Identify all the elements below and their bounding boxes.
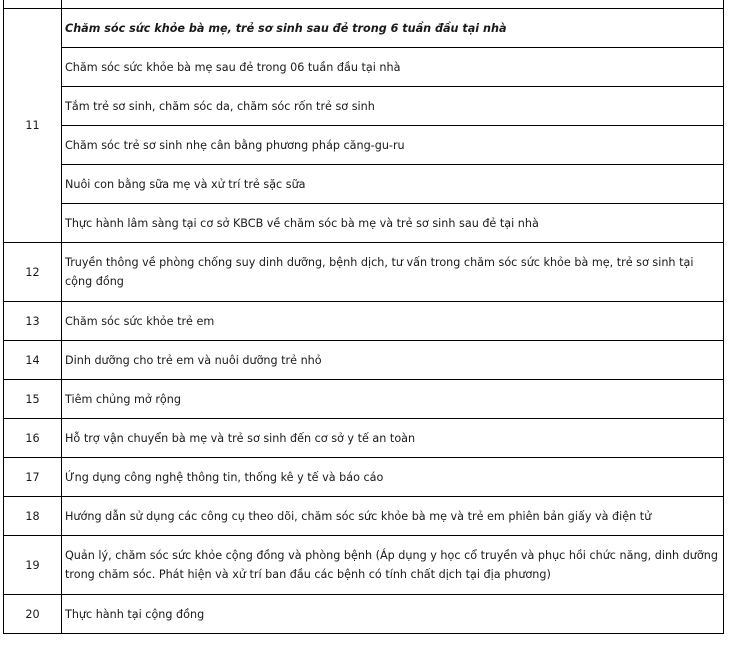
row-number: 20 [4,595,62,634]
row-number: 17 [4,458,62,497]
module-11-item: Nuôi con bằng sữa mẹ và xử trí trẻ sặc sữa [62,165,724,204]
table-row-11-item-3 [4,126,724,165]
row-number-11: 11 [4,9,62,243]
module-11-item: Chăm sóc sức khỏe bà mẹ sau đẻ trong 06 tuần đầu tại nhà [62,48,724,87]
row-number: 18 [4,497,62,536]
table-row-11-item-2 [4,87,724,126]
table-row-12 [4,243,724,302]
row-content: Quản lý, chăm sóc sức khỏe cộng đồng và phòng bệnh (Áp dụng y học cổ truyền và phục hồi chức năng, dinh dưỡng trong chăm sóc. Phát hiện và xử trí ban đầu các bệnh có tính chất dịch tại địa phương) [62,536,724,595]
row-content: Ứng dụng công nghệ thông tin, thống kê y tế và báo cáo [62,458,724,497]
row-number: 16 [4,419,62,458]
table-row-11-item-5 [4,204,724,243]
table-row-13 [4,302,724,341]
row-number: 19 [4,536,62,595]
table-row-14 [4,341,724,380]
row-content: Chăm sóc sức khỏe trẻ em [62,302,724,341]
row-content: Truyền thông về phòng chống suy dinh dưỡng, bệnh dịch, tư vấn trong chăm sóc sức khỏe bà mẹ, trẻ sơ sinh tại cộng đồng [62,243,724,302]
row-number: 12 [4,243,62,302]
content-cell-previous [62,0,724,9]
table-row-17 [4,458,724,497]
row-content: Dinh dưỡng cho trẻ em và nuôi dưỡng trẻ nhỏ [62,341,724,380]
table-row-16 [4,419,724,458]
module-11-item: Thực hành lâm sàng tại cơ sở KBCB về chăm sóc bà mẹ và trẻ sơ sinh sau đẻ tại nhà [62,204,724,243]
row-content: Thực hành tại cộng đồng [62,595,724,634]
row-content: Hướng dẫn sử dụng các công cụ theo dõi, chăm sóc sức khỏe bà mẹ và trẻ em phiên bản giấy và điện tử [62,497,724,536]
row-content: Hỗ trợ vận chuyển bà mẹ và trẻ sơ sinh đến cơ sở y tế an toàn [62,419,724,458]
table-row-11-title [4,9,724,48]
table-row-top-edge [4,0,724,9]
table-row-18 [4,497,724,536]
curriculum-table [3,0,724,634]
table-row-19 [4,536,724,595]
number-cell-previous [4,0,62,9]
table-row-11-item-4 [4,165,724,204]
row-content: Tiêm chủng mở rộng [62,380,724,419]
table-row-11-item-1 [4,48,724,87]
table-row-15 [4,380,724,419]
row-number: 14 [4,341,62,380]
row-number: 15 [4,380,62,419]
module-11-item: Chăm sóc trẻ sơ sinh nhẹ cân bằng phương pháp căng-gu-ru [62,126,724,165]
row-number: 13 [4,302,62,341]
module-11-item: Tắm trẻ sơ sinh, chăm sóc da, chăm sóc rốn trẻ sơ sinh [62,87,724,126]
table-row-20 [4,595,724,634]
module-11-title: Chăm sóc sức khỏe bà mẹ, trẻ sơ sinh sau đẻ trong 6 tuần đầu tại nhà [62,9,724,48]
